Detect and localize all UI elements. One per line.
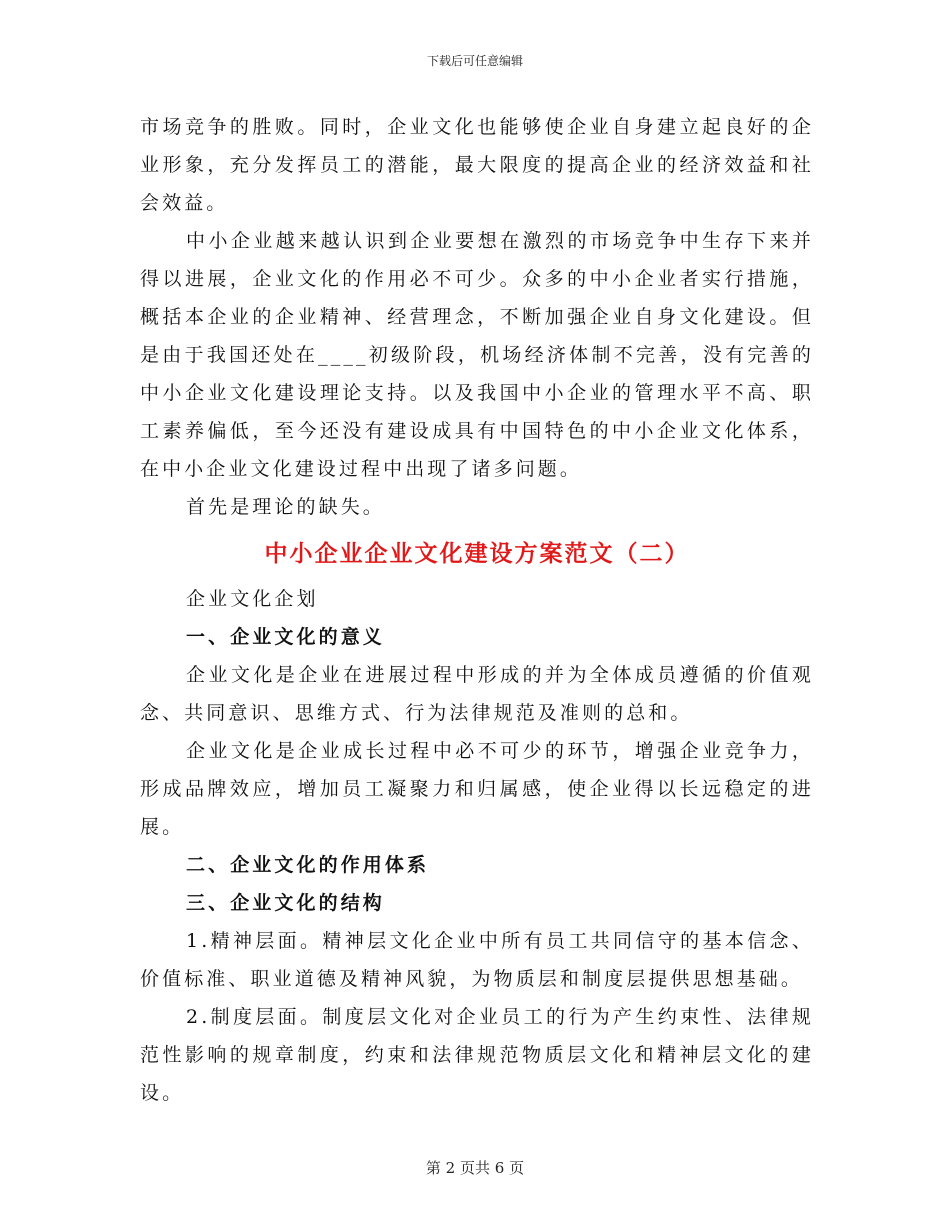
page-footer: 第 2 页共 6 页 (425, 1159, 525, 1177)
paragraph-institutional-level: 2.制度层面。制度层文化对企业员工的行为产生约束性、法律规范性影响的规章制度，约束和法律规范物质层文化和精神层文化的建设。 (140, 1006, 814, 1104)
paragraph-spiritual-level: 1.精神层面。精神层文化企业中所有员工共同信守的基本信念、价值标准、职业道德及精神风貌，为物质层和制度层提供思想基础。 (140, 930, 814, 990)
heading-culture-meaning: 一、企业文化的意义 (186, 626, 385, 648)
paragraph-sme-awareness: 中小企业越来越认识到企业要想在激烈的市场竞争中生存下来并得以进展，企业文化的作用必不可少。众多的中小企业者实行措施，概括本企业的企业精神、经营理念，不断加强企业自身文化建设。但是由于我国还处在____初级阶段，机场经济体制不完善，没有完善的中小企业文化建设理论支持。以及我国中小企业的管理水平不高、职工素养偏低，至今还没有建设成具有中国特色的中小企业文化体系，在中小企业文化建设过程中出现了诸多问题。 (140, 230, 814, 480)
paragraph-culture-planning: 企业文化企划 (186, 588, 319, 610)
heading-culture-function-system: 二、企业文化的作用体系 (186, 854, 430, 876)
paragraph-competition-outcome: 市场竞争的胜败。同时，企业文化也能够使企业自身建立起良好的企业形象，充分发挥员工的潜能，最大限度的提高企业的经济效益和社会效益。 (140, 116, 814, 214)
paragraph-theory-lacking: 首先是理论的缺失。 (186, 496, 385, 518)
paragraph-culture-definition: 企业文化是企业在进展过程中形成的并为全体成员遵循的价值观念、共同意识、思维方式、行为法律规范及准则的总和。 (140, 664, 814, 724)
paragraph-culture-importance: 企业文化是企业成长过程中必不可少的环节，增强企业竞争力，形成品牌效应，增加员工凝聚力和归属感，使企业得以长远稳定的进展。 (140, 740, 814, 838)
section-title: 中小企业企业文化建设方案范文（二） (264, 540, 690, 567)
page-header: 下载后可任意编辑 (426, 54, 523, 68)
heading-culture-structure: 三、企业文化的结构 (186, 892, 385, 914)
document-body (140, 108, 814, 1112)
